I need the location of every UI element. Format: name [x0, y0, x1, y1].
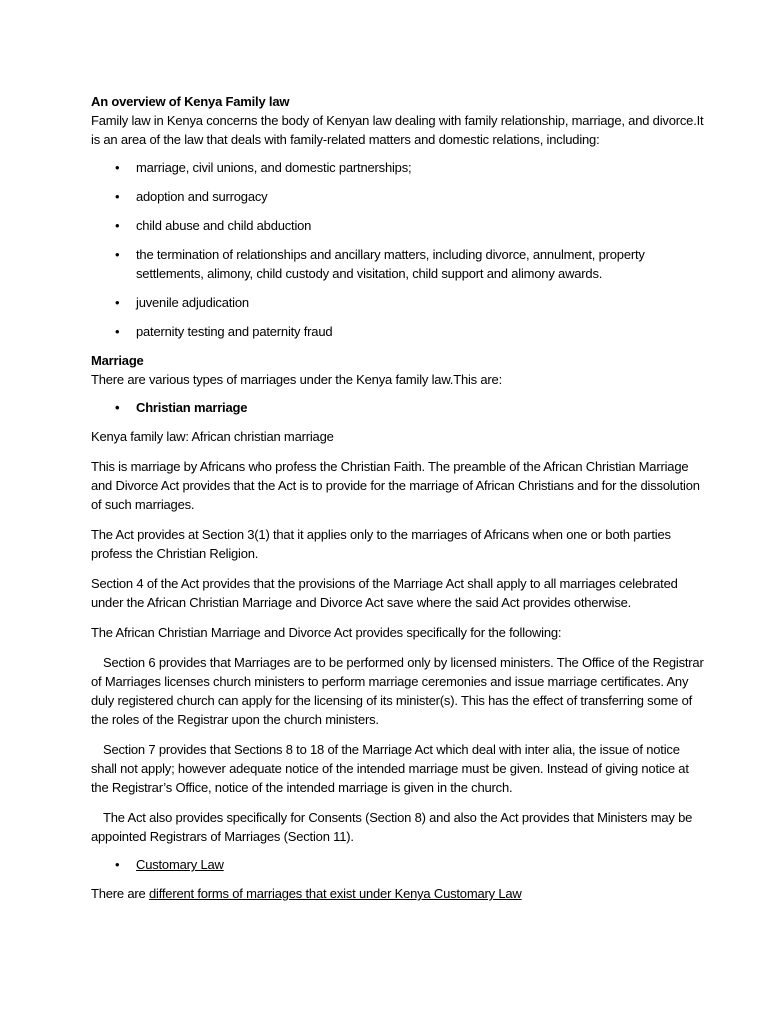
closing-paragraph: There are different forms of marriages that exist under Kenya Customary Law [91, 886, 522, 901]
list-item: • juvenile adjudication [115, 295, 249, 310]
bullet-icon: • [115, 857, 120, 872]
paragraph: This is marriage by Africans who profess the Christian Faith. The preamble of the African Christian Marriage and Divorce Act provides that the Act is to provide for the marriage of African Christians and for the dissolution of such marriages. [91, 459, 700, 512]
paragraph: The African Christian Marriage and Divorce Act provides specifically for the following: [91, 625, 562, 640]
paragraph: The Act also provides specifically for Consents (Section 8) and also the Act provides that Ministers may be appointed Registrars of Marriages (Section 11). [91, 810, 693, 844]
bullet-icon: • [115, 218, 120, 233]
bullet-icon: • [115, 247, 120, 262]
bullet-icon: • [115, 295, 120, 310]
list-item: • the termination of relationships and ancillary matters, including divorce, annulment, property settlements, alimony, child custody and visitation, child support and alimony awards. [115, 247, 645, 281]
document-heading: An overview of Kenya Family law [91, 94, 290, 109]
customary-law-link[interactable]: Customary Law [136, 857, 224, 872]
bullet-icon: • [115, 324, 120, 339]
list-item: • child abuse and child abduction [115, 218, 312, 233]
marriage-intro: There are various types of marriages under the Kenya family law.This are: [91, 372, 502, 387]
customary-list [91, 855, 708, 874]
topics-list [91, 158, 708, 341]
section-heading-marriage: Marriage [91, 353, 144, 368]
paragraph: Section 6 provides that Marriages are to be performed only by licensed ministers. The Office of the Registrar of Marriages licenses church ministers to perform marriage ceremonies and issue marriage certificates. Any duly registered church can apply for the licensing of its minister(s). This has the effect of transferring some of the roles of the Registrar upon the church ministers. [91, 655, 704, 727]
paragraph: Section 7 provides that Sections 8 to 18 of the Marriage Act which deal with inter alia, the issue of notice shall not apply; however adequate notice of the intended marriage must be given. Instead of giving notice at the Registrar’s Office, notice of the intended marriage is given in the church. [91, 742, 689, 795]
intro-paragraph: Family law in Kenya concerns the body of Kenyan law dealing with family relationship, marriage, and divorce.It is an area of the law that deals with family-related matters and domestic relations, including: [91, 113, 704, 147]
list-item: • adoption and surrogacy [115, 189, 268, 204]
customary-forms-link[interactable]: different forms of marriages that exist under Kenya Customary Law [148, 886, 522, 901]
paragraph: The Act provides at Section 3(1) that it applies only to the marriages of Africans when one or both parties profess the Christian Religion. [91, 527, 671, 561]
marriage-types-list [91, 398, 708, 417]
bullet-icon: • [115, 189, 120, 204]
bullet-icon: • [115, 160, 120, 175]
subsection-heading: Kenya family law: African christian marriage [91, 429, 334, 444]
bullet-icon: • [115, 400, 120, 415]
paragraph: Section 4 of the Act provides that the provisions of the Marriage Act shall apply to all marriages celebrated under the African Christian Marriage and Divorce Act save where the said Act provides otherwise. [91, 576, 678, 610]
list-item: • paternity testing and paternity fraud [115, 324, 333, 339]
list-item [91, 855, 708, 874]
list-item: • marriage, civil unions, and domestic partnerships; [115, 160, 412, 175]
list-item: • Christian marriage [115, 400, 248, 415]
